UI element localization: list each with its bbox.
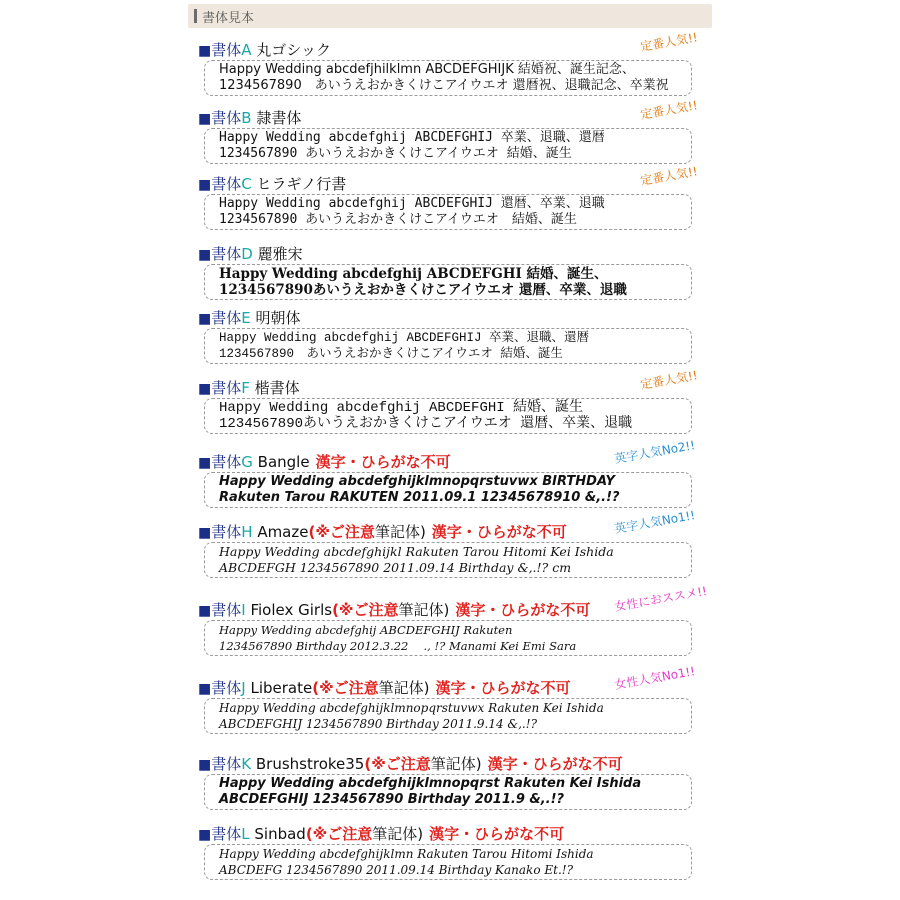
font-letter: L bbox=[241, 825, 250, 843]
preview-line-2: Rakuten Tarou RAKUTEN 2011.09.1 12345678910 &,.!? bbox=[219, 490, 620, 505]
font-letter: I bbox=[241, 601, 246, 619]
popularity-badge: 女性人気No1!! bbox=[613, 664, 697, 693]
font-sample-title bbox=[198, 378, 300, 398]
font-name: 楷書体 bbox=[254, 379, 300, 397]
font-sample-i bbox=[198, 583, 709, 656]
font-name: ヒラギノ行書 bbox=[256, 175, 347, 193]
popularity-badge: 英字人気No2!! bbox=[613, 438, 697, 467]
font-label-prefix: 書体 bbox=[211, 245, 242, 263]
caution-note-tail: 筆記体) bbox=[430, 755, 482, 773]
section-header bbox=[188, 4, 712, 28]
square-bullet-icon: ■ bbox=[198, 311, 212, 327]
preview-line-2: 1234567890あいうえおかきくけこアイウエオ 還暦、卒業、退職 bbox=[219, 416, 633, 432]
font-label-prefix: 書体 bbox=[211, 679, 242, 697]
preview-line-1: Happy Wedding abcdefghijklmn Rakuten Tarou Hitomi Ishida bbox=[219, 847, 594, 861]
font-label-prefix: 書体 bbox=[211, 601, 242, 619]
font-label-prefix: 書体 bbox=[211, 523, 242, 541]
font-letter: K bbox=[241, 755, 252, 773]
font-sample-f bbox=[198, 368, 708, 434]
font-sample-title bbox=[198, 108, 301, 128]
preview-line-1: Happy Wedding abcdefghij ABCDEFGHIJ 卒業、退職、還暦 bbox=[219, 130, 605, 145]
font-label-prefix: 書体 bbox=[211, 175, 242, 193]
section-title: 書体見本 bbox=[202, 11, 255, 26]
font-sample-e bbox=[198, 308, 708, 364]
preview-line-1: Happy Wedding abcdefghijklmnopqrst Rakuten Kei Ishida bbox=[219, 776, 642, 791]
no-kanji-warning: 漢字・ひらがな不可 bbox=[487, 755, 623, 773]
font-sample-title bbox=[198, 754, 623, 774]
preview-line-2: 1234567890 あいうえおかきくけこアイウエオ 還暦祝、退職記念、卒業祝 bbox=[219, 78, 669, 93]
preview-line-2: 1234567890 あいうえおかきくけこアイウエオ 結婚、誕生 bbox=[219, 212, 577, 227]
caution-note-tail: 筆記体) bbox=[374, 523, 426, 541]
font-label-prefix: 書体 bbox=[211, 379, 242, 397]
popularity-badge: 英字人気No1!! bbox=[613, 508, 697, 537]
font-sample-title bbox=[198, 824, 564, 844]
font-preview-box bbox=[204, 398, 692, 434]
font-letter: J bbox=[241, 679, 246, 697]
square-bullet-icon: ■ bbox=[198, 247, 212, 263]
font-letter: E bbox=[241, 309, 251, 327]
font-preview-box bbox=[204, 264, 692, 300]
font-sample-k bbox=[198, 754, 708, 810]
preview-line-1: Happy Wedding abcdefghijkl Rakuten Tarou Hitomi Kei Ishida bbox=[219, 544, 614, 559]
preview-line-2: 1234567890 あいうえおかきくけこアイウエオ 結婚、誕生 bbox=[219, 347, 563, 361]
font-name: Sinbad bbox=[254, 825, 306, 843]
popularity-badge: 定番人気!! bbox=[639, 164, 699, 189]
font-letter: H bbox=[241, 523, 253, 541]
no-kanji-warning: 漢字・ひらがな不可 bbox=[435, 679, 571, 697]
no-kanji-warning: 漢字・ひらがな不可 bbox=[431, 523, 567, 541]
caution-note: (※ご注意 bbox=[312, 679, 379, 697]
square-bullet-icon: ■ bbox=[198, 757, 212, 773]
preview-line-2: ABCDEFGHIJ 1234567890 Birthday 2011.9.14 &,.!? bbox=[219, 717, 537, 731]
square-bullet-icon: ■ bbox=[198, 455, 212, 471]
font-sample-title bbox=[198, 452, 451, 472]
font-name: 麗雅宋 bbox=[257, 245, 303, 263]
square-bullet-icon: ■ bbox=[198, 111, 212, 127]
popularity-badge: 定番人気!! bbox=[639, 30, 699, 55]
font-name: Brushstroke35 bbox=[255, 755, 365, 773]
caution-note-tail: 筆記体) bbox=[372, 825, 424, 843]
square-bullet-icon: ■ bbox=[198, 681, 212, 697]
font-label-prefix: 書体 bbox=[211, 41, 242, 59]
preview-line-2: 1234567890あいうえおかきくけこアイウエオ 還暦、卒業、退職 bbox=[219, 282, 627, 298]
font-sample-b bbox=[198, 98, 708, 164]
font-sample-title bbox=[198, 600, 590, 620]
font-preview-box bbox=[204, 620, 692, 656]
preview-line-1: Happy Wedding abcdefghij ABCDEFGHIJ 卒業、退職、還暦 bbox=[219, 331, 590, 345]
caution-note: (※ご注意 bbox=[308, 523, 375, 541]
preview-line-1: Happy Wedding abcdefghij ABCDEFGHI 結婚、誕生、 bbox=[219, 266, 608, 282]
font-name: 明朝体 bbox=[255, 309, 301, 327]
font-sample-title bbox=[198, 522, 567, 542]
font-sample-g bbox=[198, 438, 708, 508]
font-preview-box bbox=[204, 128, 692, 164]
preview-line-1: Happy Wedding abcdefghij ABCDEFGHI 結婚、誕生 bbox=[219, 400, 584, 416]
preview-line-1: Happy Wedding abcdefghij ABCDEFGHIJ 還暦、卒業、退職 bbox=[219, 196, 605, 211]
font-sample-a bbox=[198, 30, 708, 96]
font-preview-box bbox=[204, 60, 692, 96]
caution-note: (※ご注意 bbox=[332, 601, 399, 619]
font-sample-h bbox=[198, 508, 708, 578]
font-label-prefix: 書体 bbox=[211, 825, 242, 843]
preview-line-2: 1234567890 あいうえおかきくけこアイウエオ 結婚、誕生 bbox=[219, 146, 572, 161]
font-sample-j bbox=[198, 664, 708, 734]
no-kanji-warning: 漢字・ひらがな不可 bbox=[315, 453, 451, 471]
font-name: Liberate bbox=[250, 679, 313, 697]
font-preview-box bbox=[204, 698, 692, 734]
font-preview-box bbox=[204, 328, 692, 364]
preview-line-2: ABCDEFGHIJ 1234567890 Birthday 2011.9 &,.!? bbox=[219, 792, 565, 807]
preview-line-1: Happy Wedding abcdefghijklmnopqrstuvwx BIRTHDAY bbox=[219, 474, 615, 489]
square-bullet-icon: ■ bbox=[198, 525, 212, 541]
preview-line-1: Happy Wedding abcdefghijklmnopqrstuvwx Rakuten Kei Ishida bbox=[219, 701, 604, 715]
preview-line-2: 1234567890 Birthday 2012.3.22 ., !? Manami Kei Emi Sara bbox=[219, 639, 577, 653]
font-label-prefix: 書体 bbox=[211, 453, 242, 471]
font-letter: G bbox=[241, 453, 253, 471]
preview-line-2: ABCDEFG 1234567890 2011.09.14 Birthday Kanako Et.!? bbox=[219, 863, 574, 877]
font-label-prefix: 書体 bbox=[211, 755, 242, 773]
caution-note-tail: 筆記体) bbox=[378, 679, 430, 697]
no-kanji-warning: 漢字・ひらがな不可 bbox=[429, 825, 565, 843]
font-preview-box bbox=[204, 194, 692, 230]
font-label-prefix: 書体 bbox=[211, 109, 242, 127]
font-sample-title bbox=[198, 678, 571, 698]
font-sample-title bbox=[198, 244, 303, 264]
font-preview-box bbox=[204, 844, 692, 880]
font-sample-title bbox=[198, 308, 301, 328]
font-letter: A bbox=[241, 41, 252, 59]
square-bullet-icon: ■ bbox=[198, 827, 212, 843]
font-letter: D bbox=[241, 245, 253, 263]
popularity-badge: 女性におススメ!! bbox=[613, 583, 709, 615]
font-sample-c bbox=[198, 164, 708, 230]
square-bullet-icon: ■ bbox=[198, 603, 212, 619]
font-letter: C bbox=[241, 175, 252, 193]
font-preview-box bbox=[204, 774, 692, 810]
font-letter: B bbox=[241, 109, 252, 127]
no-kanji-warning: 漢字・ひらがな不可 bbox=[455, 601, 591, 619]
preview-line-2: ABCDEFGH 1234567890 2011.09.14 Birthday &,.!? cm bbox=[219, 560, 572, 575]
font-preview-box bbox=[204, 542, 692, 578]
caution-note-tail: 筆記体) bbox=[398, 601, 450, 619]
font-name: Bangle bbox=[257, 453, 310, 471]
font-sample-d bbox=[198, 244, 708, 300]
caution-note: (※ご注意 bbox=[305, 825, 373, 843]
caution-note: (※ご注意 bbox=[364, 755, 431, 773]
font-letter: F bbox=[241, 379, 250, 397]
square-bullet-icon: ■ bbox=[198, 177, 212, 193]
square-bullet-icon: ■ bbox=[198, 43, 212, 59]
font-name: Fiolex Girls bbox=[250, 601, 333, 619]
font-sample-l bbox=[198, 824, 708, 880]
font-sample-title bbox=[198, 174, 346, 194]
font-name: Amaze bbox=[257, 523, 309, 541]
preview-line-1: Happy Wedding abcdefghij ABCDEFGHIJ Rakuten bbox=[219, 623, 513, 637]
font-name: 丸ゴシック bbox=[256, 41, 331, 59]
font-label-prefix: 書体 bbox=[211, 309, 242, 327]
popularity-badge: 定番人気!! bbox=[639, 98, 699, 123]
font-preview-box bbox=[204, 472, 692, 508]
square-bullet-icon: ■ bbox=[198, 381, 212, 397]
popularity-badge: 定番人気!! bbox=[639, 368, 699, 393]
font-name: 隷書体 bbox=[256, 109, 302, 127]
preview-line-1: Happy Wedding abcdefjhilklmn ABCDEFGHIJK 結婚祝、誕生記念、 bbox=[219, 62, 635, 77]
header-accent-bar bbox=[194, 9, 197, 23]
font-sample-title bbox=[198, 40, 331, 60]
